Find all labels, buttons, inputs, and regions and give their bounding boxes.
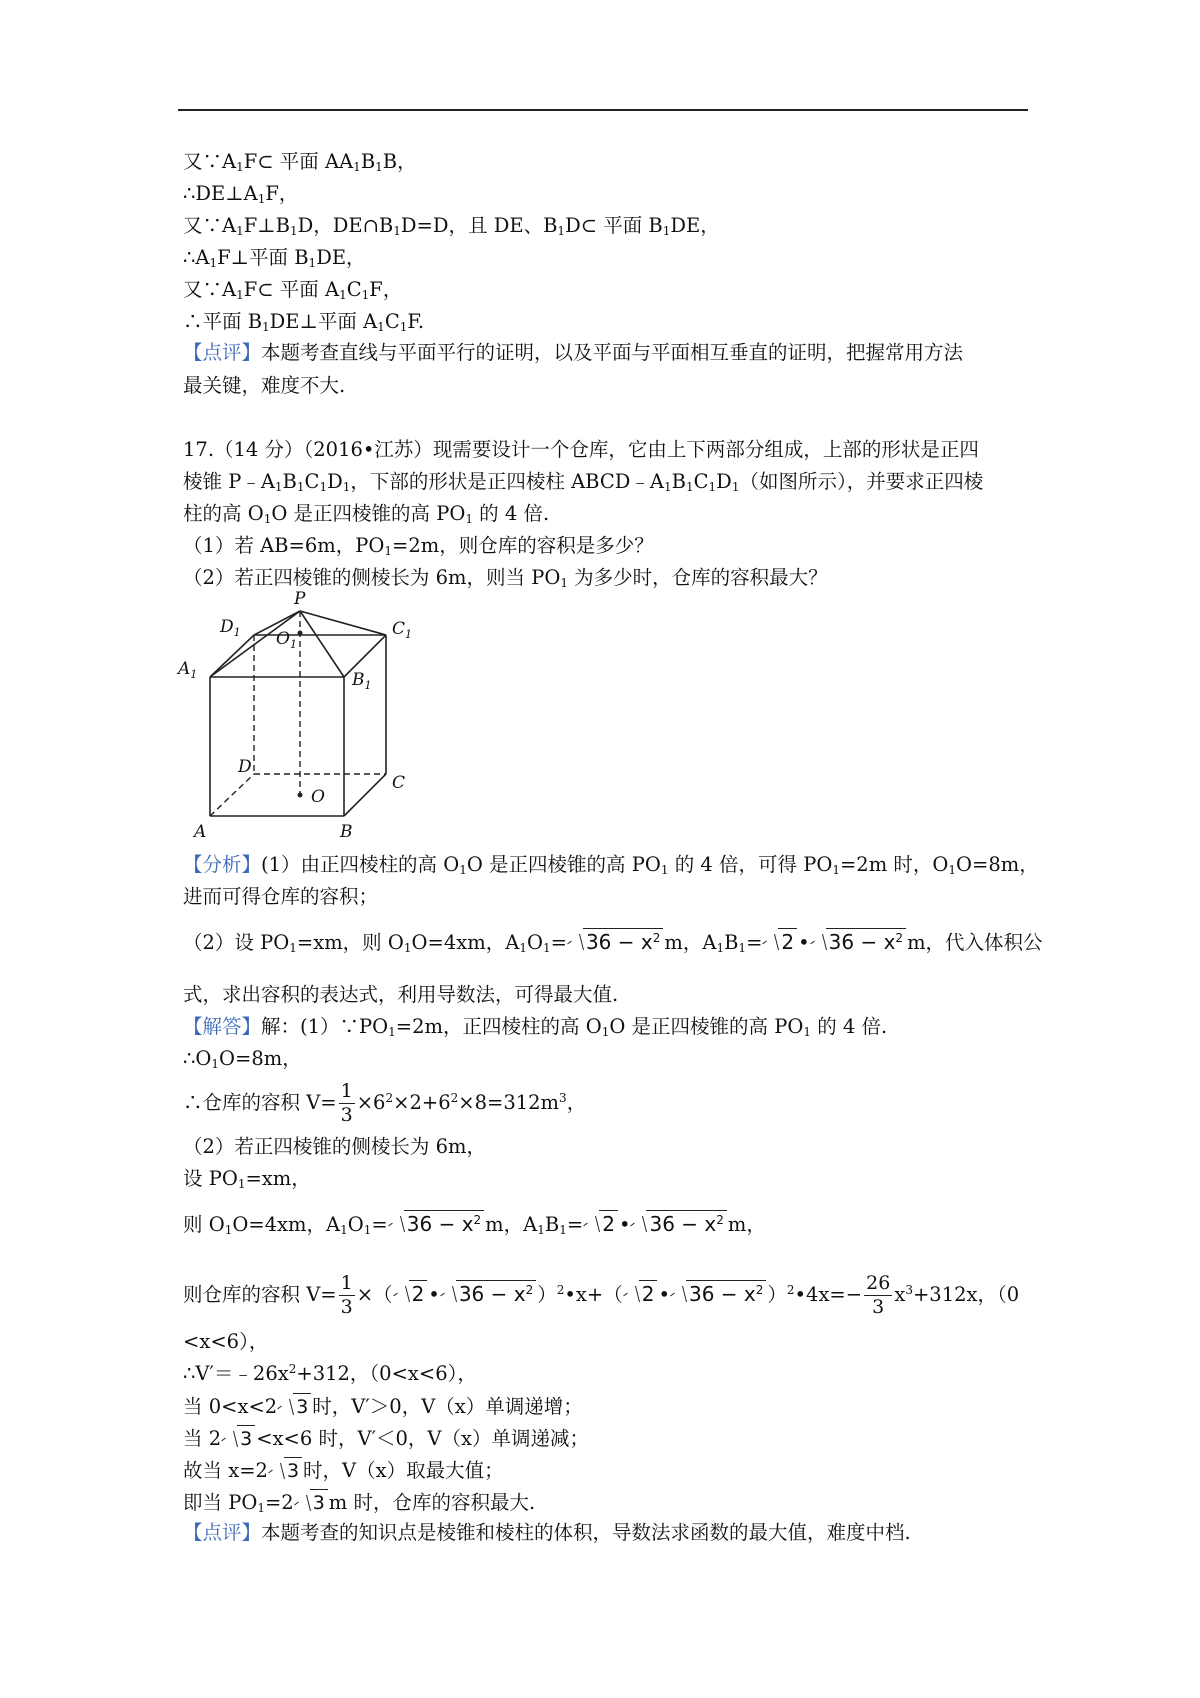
solution-line-4: （2）若正四棱锥的侧棱长为 6m， — [183, 1135, 487, 1158]
point-o — [298, 793, 303, 798]
sqrt-36-x2: $36 - x^2$ — [440, 1280, 536, 1307]
sqrt-2: 2 — [623, 1280, 658, 1307]
proof-line-4: $\therefore A_1F\perp$平面 $B_1DE$， — [183, 246, 366, 270]
fraction-one-third: $\frac{1}{3}$ — [340, 1272, 353, 1318]
analysis-line-4: 式，求出容积的表达式，利用导数法，可得最大值. — [183, 983, 619, 1006]
label-d: D — [238, 757, 252, 777]
edge-bc — [344, 774, 386, 816]
question-17-line-3: 柱的高 $O_1O$ 是正四棱锥的高 $PO_1$ 的 4 倍. — [183, 502, 550, 526]
solution-line-8: <x<6）， — [183, 1330, 269, 1353]
sqrt-2: 2 — [583, 1210, 618, 1237]
solution-line-2: $\therefore O_1O=8m$， — [183, 1047, 302, 1071]
fraction-26-thirds: $\frac{26}{3}$ — [866, 1272, 891, 1318]
analysis-line-3: （2）设 $PO_1=xm$，则 $O_1O=4xm$，$A_1O_1= 36 - x^2$ m，$A_1B_1= 2$ • $36 - x^2$ m，代入体积公 — [183, 930, 1043, 955]
proof-line-3: 又$\because A_1F\perp B_1D$，$DE\cap B_1D=D$，且 DE、$B_1D\subset$ 平面 $B_1DE$， — [183, 214, 720, 238]
analysis-tag: 【分析】 — [183, 853, 262, 876]
label-d1: $D_1$ — [220, 617, 241, 639]
sqrt-3: 3 — [294, 1489, 328, 1515]
proof-line-1: 又$\because A_1F\subset$ 平面 $AA_1B_1B$， — [183, 150, 417, 174]
label-c: C — [392, 773, 406, 793]
solution-tag: 【解答】 — [183, 1015, 262, 1038]
solution-line-5: 设 $PO_1=xm$， — [183, 1167, 311, 1191]
label-o1: $O_1$ — [276, 629, 297, 651]
analysis-line-1: 【分析】(1）由正四棱柱的高 $O_1O$ 是正四棱锥的高 $PO_1$ 的 4 倍，可得 $PO_1=2m$ 时，$O_1O=8m$， — [183, 853, 1039, 877]
prism-pyramid-figure — [176, 590, 426, 840]
question-17-part-1: （1）若 AB=6m，$PO_1=2m$，则仓库的容积是多少？ — [183, 534, 654, 558]
point-o1 — [298, 631, 303, 636]
solution-line-9: $\therefore V'=﹣26x^2+312$，（0<x<6）， — [183, 1362, 477, 1385]
label-b1: $B_1$ — [352, 670, 372, 692]
final-review-line: 【点评】本题考查的知识点是棱锥和棱柱的体积，导数法求函数的最大值，难度中档. — [183, 1521, 911, 1544]
sqrt-36-x2: $36 - x^2$ — [388, 1210, 484, 1237]
solution-line-11: 当 2 3 <x<6 时，V′＜0，V（x）单调递减； — [183, 1427, 589, 1450]
proof-line-5: 又$\because A_1F\subset$ 平面 $A_1C_1F$， — [183, 278, 403, 302]
sqrt-36-x2: $36 - x^2$ — [567, 928, 663, 955]
review-line-2: 最关键，难度不大. — [183, 374, 346, 397]
sqrt-36-x2: $36 - x^2$ — [670, 1280, 766, 1307]
label-p: P — [294, 590, 306, 609]
sqrt-2: 2 — [393, 1280, 428, 1307]
question-17-part-2: （2）若正四棱锥的侧棱长为 6m，则当 $PO_1$ 为多少时，仓库的容积最大？ — [183, 566, 828, 590]
proof-line-6: ∴平面 $B_1DE\perp$平面 $A_1C_1F$. — [183, 310, 425, 334]
solution-line-6: 则 $O_1O=4xm$，$A_1O_1= 36 - x^2$ m，$A_1B_1= 2$ • $36 - x^2$ m， — [183, 1212, 766, 1237]
review-tag: 【点评】 — [183, 341, 262, 364]
label-c1: $C_1$ — [392, 619, 413, 641]
label-a: A — [194, 822, 207, 840]
edge-a1d1 — [210, 635, 254, 677]
fraction-one-third: $\frac{1}{3}$ — [340, 1080, 353, 1126]
analysis-line-2: 进而可得仓库的容积； — [183, 885, 379, 908]
sqrt-3: 3 — [221, 1425, 255, 1451]
edge-ad-hidden — [210, 774, 254, 816]
review-line-1: 【点评】本题考查直线与平面平行的证明，以及平面与平面相互垂直的证明，把握常用方法 — [183, 341, 964, 364]
final-review-tag: 【点评】 — [183, 1521, 262, 1544]
sqrt-36-x2: $36 - x^2$ — [630, 1210, 726, 1237]
question-17-line-1: 17.（14 分）（2016•江苏）现需要设计一个仓库，它由上下两部分组成，上部的形状是正四 — [183, 438, 979, 461]
sqrt-36-x2: $36 - x^2$ — [810, 928, 906, 955]
solution-line-13: 即当 $PO_1=2$ 3 m 时，仓库的容积最大. — [183, 1491, 536, 1515]
sqrt-3: 3 — [268, 1457, 302, 1483]
edge-b1c1 — [344, 635, 386, 677]
solution-line-10: 当 0<x<2 3 时，V′＞0，V（x）单调递增； — [183, 1395, 583, 1418]
solution-line-7: 则仓库的容积 V= $\frac{1}{3}$ ×（ 2 • $36 - x^2$ ）$^2$•x+（ 2 • $36 - x^2$ ）$^2$•4x=− $\frac{26}{3}$ $x^3+312x$，（0 — [183, 1272, 1020, 1318]
solution-line-1: 【解答】解：$(1)\because PO_1=2m$，正四棱柱的高 $O_1O$ 是正四棱锥的高 $PO_1$ 的 4 倍. — [183, 1015, 888, 1039]
question-17-line-2: 棱锥 $P﹣A_1B_1C_1D_1$，下部的形状是正四棱柱 $ABCD﹣A_1B_1C_1D_1$（如图所示），并要求正四棱 — [183, 470, 984, 494]
header-rule — [178, 109, 1028, 111]
label-a1: $A_1$ — [178, 659, 198, 681]
proof-line-2: $\therefore DE\perp A_1F$， — [183, 182, 299, 206]
sqrt-2: 2 — [762, 928, 797, 955]
solution-line-12: 故当 x=2 3 时，V（x）取最大值； — [183, 1459, 504, 1482]
label-o: O — [311, 787, 325, 807]
solution-line-3: ∴仓库的容积 V= $\frac{1}{3}$ $\times 6^2\times 2+6^2\times 8=312m^3$， — [183, 1080, 587, 1126]
sqrt-3: 3 — [277, 1393, 311, 1419]
label-b: B — [340, 822, 353, 840]
